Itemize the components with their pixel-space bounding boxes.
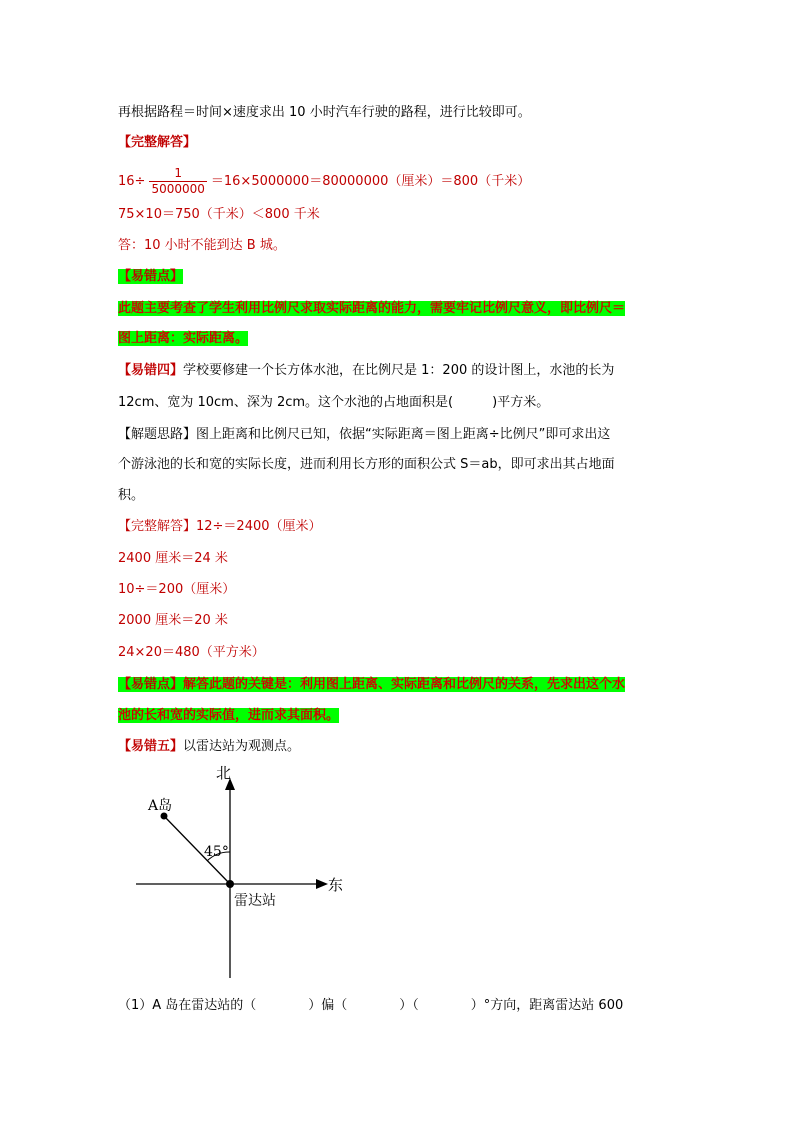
- station-point: [226, 880, 234, 888]
- east-arrow-icon: [316, 879, 328, 889]
- question-line: [118, 362, 614, 380]
- question-tag: 【易错五】: [118, 739, 184, 754]
- section-heading: 【完整解答】: [118, 135, 197, 150]
- error-point-tag: 【易错点】: [118, 677, 184, 692]
- text-line: 再根据路程＝时间×速度求出 10 小时汽车行驶的路程，进行比较即可。: [118, 105, 531, 120]
- solution-idea-line: 积。: [118, 488, 145, 503]
- question-line: [118, 738, 300, 756]
- error-point-tag: 【易错点】: [118, 269, 184, 284]
- island-label: A岛: [148, 798, 173, 814]
- error-point-text: 池的长和宽的实际值，进而求其面积。: [118, 708, 340, 723]
- solution-line: 10÷＝200（厘米）: [118, 582, 236, 597]
- radar-direction-diagram: [118, 760, 378, 990]
- fraction-denominator: 5000000: [151, 182, 205, 196]
- east-label: 东: [328, 876, 344, 894]
- question-tag: 【易错四】: [118, 363, 184, 378]
- question-line: （1）A 岛在雷达站的（ ）偏（ ）（ ）°方向，距离雷达站 600: [118, 998, 624, 1013]
- error-point-text: 【易错点】解答此题的关键是：利用图上距离、实际距离和比例尺的关系，先求出这个水: [118, 677, 626, 692]
- equation-line: [118, 166, 530, 197]
- question-text: 以雷达站为观测点。: [183, 739, 301, 754]
- station-label: 雷达站: [234, 893, 276, 909]
- fraction-numerator: 1: [149, 166, 206, 182]
- error-point-text: 图上距离：实际距离。: [118, 331, 249, 346]
- equation-prefix: 16÷: [118, 174, 146, 189]
- fraction: [149, 166, 206, 197]
- solution-line: 2400 厘米＝24 米: [118, 551, 228, 566]
- question-line: 12cm、宽为 10cm、深为 2cm。这个水池的占地面积是( )平方米。: [118, 395, 550, 410]
- equation-suffix: ＝16×5000000＝80000000（厘米）＝800（千米）: [210, 174, 531, 189]
- solution-idea-line: 个游泳池的长和宽的实际长度，进而利用长方形的面积公式 S＝ab，即可求出其占地面: [118, 457, 615, 472]
- error-point-text: 此题主要考查了学生利用比例尺求取实际距离的能力，需要牢记比例尺意义，即比例尺＝: [118, 301, 626, 316]
- equation-line: 75×10＝750（千米）＜800 千米: [118, 207, 320, 222]
- solution-line: 24×20＝480（平方米）: [118, 645, 265, 660]
- solution-line: 【完整解答】12÷＝2400（厘米）: [118, 519, 322, 534]
- solution-line: 2000 厘米＝20 米: [118, 613, 228, 628]
- error-point-heading: [118, 268, 183, 286]
- answer-line: 答：10 小时不能到达 B 城。: [118, 238, 286, 253]
- north-label: 北: [216, 764, 232, 782]
- question-text: 学校要修建一个长方体水池，在比例尺是 1：200 的设计图上，水池的长为: [183, 363, 615, 378]
- angle-label: 45°: [204, 844, 229, 860]
- solution-idea-line: 【解题思路】图上距离和比例尺已知，依据“实际距离＝图上距离÷比例尺”即可求出这: [118, 427, 611, 442]
